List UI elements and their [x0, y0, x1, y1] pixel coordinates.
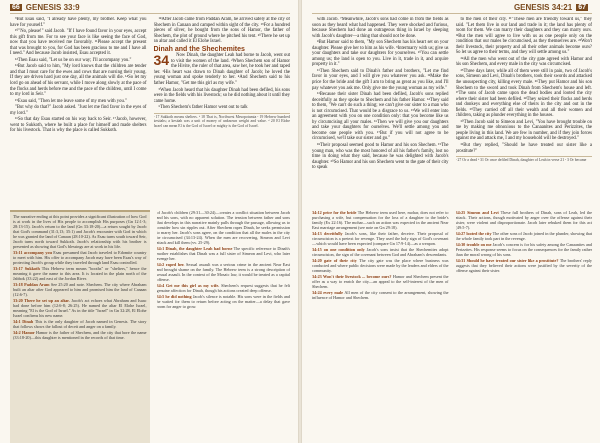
- verse-paragraph: ¹⁰"No, please!" said Jacob. "If I have found favor in your eyes, accept this gift from me. For to see your face is like seeing the face of God, now that you have received me favorably. ¹¹Please accept the present that was brought to you, for God has been gracious to me and I have all I need." And because Jacob insisted, Esau accepted it.: [10, 29, 147, 57]
- study-note: [312, 290, 449, 300]
- study-note: [13, 250, 147, 265]
- study-note: [13, 319, 147, 329]
- note-text: These full brothers of Dinah, sons of Leah, led the attack. Their actions, though motivated by anger over the offense against their sister, were violent and disproportionate. Jacob later rebuked them for this act (49:5-7).: [455, 210, 592, 230]
- verse-paragraph: Now Dinah, the daughter Leah had borne to Jacob, went out to visit the women of the land. ²When Shechem son of Hamor the Hivite, the ruler of that area, saw her, he took her and raped her. ³His heart was drawn to Dinah daughter of Jacob; he loved the young woman and spoke tenderly to her. ⁴And Shechem said to his father Hamor, "Get me this girl as my wife.": [153, 53, 290, 87]
- note-text: This is the only daughter of Jacob named in Genesis. The story that follows shows the fallout of deceit and anger on a family.: [13, 319, 147, 329]
- note-reference: 33:17 Sukkoth: [13, 266, 42, 271]
- note-reference: 34:2 raped her.: [156, 262, 187, 267]
- verse-paragraph: ⁶Then Shechem's father Hamor went out to talk: [158, 105, 248, 111]
- right-main-col2: [456, 17, 593, 207]
- verse-paragraph: ¹⁵Esau said, "Then let me leave some of my men with you.": [15, 98, 127, 104]
- verse-paragraph: ⁹But Esau said, "I already have plenty, my brother. Keep what you have for yourself.": [10, 17, 147, 28]
- study-note: [456, 242, 593, 257]
- note-text: Hamor is the father of Shechem, and the city that bore the name (33:18-20)—this daughter is mentioned in the records of that time.: [13, 330, 147, 340]
- note-text: Jacob's concern is for his safety among the Canaanites and Perizzites. His response seems to focus on the consequences for the family rather than the moral wrong of his sons.: [455, 242, 592, 257]
- note-text: The brothers' reply suggests that they believed their actions were justified by the severity of the offense against their sister.: [455, 258, 592, 273]
- note-reference: 34:2 Hamor: [13, 330, 37, 335]
- note-reference: 34:31 Should he have treated our sister like a prostitute?: [455, 258, 560, 263]
- verse-paragraph: ¹⁸Their proposal seemed good to Hamor and his son Shechem. ¹⁹The young man, who was the most honored of all his father's family, lost no time in doing what they said, because he was delighted with Jacob's daughter. ²⁰So Hamor and his son Shechem went to the gate of their city to speak: [312, 143, 449, 171]
- note-reference: 33:11 accompany you: [13, 250, 54, 255]
- note-text: Jacob's silence is notable. His sons were in the fields and he waited for them to return before acting on the matter—a delay that gave room for anger to grow.: [156, 294, 290, 309]
- note-reference: 34:20 gate of their city: [312, 258, 360, 263]
- note-text: Jacob's sons, like their father, deceive. Their proposal of circumcision is a pretext for revenge. They used the holy sign of God's covenant—which would have been expected (compare Gn 17:9-14)—as a weapon.: [312, 231, 449, 246]
- right-footnotes: ᵃ 27 Or a dead ᵇ 31 Or once defiled Dinah, daughter of Leah in verse 21 ᶜ 3 Or became: [456, 156, 593, 162]
- study-note: [157, 294, 291, 309]
- left-head-title: GENESIS 33:9: [25, 3, 80, 12]
- note-text: The city gate was the place where business was conducted and where public decisions were made by the leaders and elders of the community.: [312, 258, 449, 273]
- note-text: Jacob's act echoes what Abraham and Isaac had done before him (12:6-8; 26:25). He named the altar El Elohe Israel, meaning "El is the God of Israel." As in the title "Israel" in Gn 32:28, El Elohe Israel confirms his new name.: [13, 298, 147, 318]
- study-note: [157, 262, 291, 282]
- note-text: This Hebrew term means "booths" or "shelters," hence the meaning it gave the name to this area. It is located in the plain north of the Jabbok (33:22) and east of the Jordan River.: [13, 266, 147, 281]
- note-text: All men of the city consent to the arrangement, showing the influence of Hamor and Shechem.: [312, 290, 449, 300]
- study-note: [456, 210, 593, 230]
- note-reference: 33:20 There he set up an altar.: [13, 298, 72, 303]
- note-reference: 34:5 he did nothing: [156, 294, 193, 299]
- note-reference: 34:1 Dinah: [13, 319, 35, 324]
- note-reference: 34:25 Simeon and Levi: [455, 210, 501, 215]
- note-text: Jacob's sons insist that the Shechemites adopt circumcision, the sign of the covenant between God and Abraham's descendants.: [312, 247, 449, 257]
- note-text: See 25:20 and note. Shechem. The city where Abraham built an altar after God appeared to him and promised him the land of Canaan (12:6-7).: [13, 282, 147, 297]
- right-study-notes: [312, 210, 592, 443]
- left-page-number: 66: [12, 4, 20, 11]
- verse-paragraph: "But why do that?" Jacob asked. "Just let me find favor in the eyes of my lord.": [10, 105, 147, 116]
- note-text: Shechem's request suggests that he felt genuine affection for Dinah, though his actions created deep offense.: [156, 283, 290, 293]
- study-note: [157, 246, 291, 261]
- study-note: [157, 210, 291, 245]
- note-reference: 34:13 deceitfully: [312, 231, 345, 236]
- right-main-text: [312, 17, 592, 207]
- verse-paragraph: ³⁰Then Jacob said to Simeon and Levi, "You have brought trouble on me by making me obnoxious to the Canaanites and Perizzites, the people living in this land. We are few in number, and if they join forces against me and attack me, I and my household will be destroyed.": [455, 119, 592, 142]
- note-reference: 34:23 Won't their livestock ... become ours?: [312, 274, 393, 279]
- right-running-head: [312, 2, 592, 14]
- verse-paragraph: ⁵When Jacob heard that his daughter Dinah had been defiled, his sons were in the fields with his livestock; so he did nothing about it until they came home.: [153, 87, 290, 104]
- study-note: [456, 258, 593, 273]
- note-text: Esau presumed that Jacob traveled to Edomite country to meet with him. His offer to accompany Jacob may have been Esau's way of protecting Jacob's group while they traveled through land Esau controlled.: [13, 250, 147, 265]
- left-study-notes: [10, 210, 290, 443]
- study-note: [312, 231, 449, 246]
- note-text: Hamor and Shechem present the offer as a way to enrich the city—an appeal to the self-interest of the men of Shechem.: [312, 274, 449, 289]
- left-notes-col1: [10, 210, 150, 443]
- right-page-number: 67: [578, 4, 586, 11]
- left-main-col1: [10, 17, 147, 207]
- right-head-title: GENESIS 34:21: [513, 3, 573, 12]
- right-page: [302, 0, 600, 443]
- right-notes-col1: [312, 210, 449, 443]
- left-notes-col2: [157, 210, 291, 443]
- verse-paragraph: to the men of their city. ²¹"These men are friendly toward us," they said. "Let them live in our land and trade in it; the land has plenty of room for them. We can marry their daughters and they can marry ours. ²²But the men will agree to live with us as one people only on the condition that our males be circumcised, as they themselves are. ²³Won't their livestock, their property and all their other animals become ours? So let us agree to their terms, and they will settle among us.": [455, 17, 592, 56]
- note-reference: 34:24 every male: [312, 290, 345, 295]
- note-reference: 34:12 price for the bride: [312, 210, 358, 215]
- note-text: Sexual assault was a serious crime in the ancient Near East and brought shame on the family. The Hebrew term is a strong description of sexual assault. In the context of the Mosaic law, it would be treated as a capital offense.: [156, 262, 290, 282]
- left-main-col2: [154, 17, 291, 207]
- note-reference: 34:30 trouble on me: [455, 242, 493, 247]
- right-notes-col2: [456, 210, 593, 443]
- note-reference: 33:18 Paddan Aram: [13, 282, 51, 287]
- note-text: of Jacob's children (29:31—30:24)—creates a conflict situation between Jacob and his sons, with no apparent solution. The tension between father and sons that develops in this narrative mainly pulls through the passage, allowing us to consider how sin ripples out. After Shechem rapes Dinah, he seeks permission to marry her. Jacob's sons agree, on the condition that all the males in the city be circumcised (34:13-24). When the men are recovering, Simeon and Levi attack and kill them (vv. 25-29).: [156, 210, 290, 245]
- verse-paragraph: ²⁴All the men who went out of the city gate agreed with Hamor and his son Shechem, and every male in the city was circumcised.: [455, 56, 592, 68]
- right-main-col1: [312, 17, 449, 207]
- verse-paragraph: ³¹But they replied, "Should he have treated our sister like a prostitute?": [455, 143, 592, 154]
- verse-paragraph: ¹³But Jacob said to him, "My lord knows that the children are tender and that I must care for the ewes and cows that are nursing their young. If they are driven hard just one day, all the animals will die. ¹⁴So let my lord go on ahead of his servant, while I move along slowly at the pace of the flocks and herds before me and the pace of the children, until I come to my lord in Seir.": [10, 64, 147, 98]
- verse-paragraph: ¹²Then Esau said, "Let us be on our way; I'll accompany you.": [15, 57, 132, 63]
- note-text: The narrative ending at this point provides a significant illustration of how God is at work in the lives of His people to accomplish His purposes (Gn 12:1-3; 28:13-15). Jacob's return to the land (Gn 33:18-20)—a return sought by Jacob that God's command (31:3,13; 35:1) and Jacob's encounter with God in which he was granted the land of Canaan (28:10-22). As Esau turns south toward Seir, Jacob turns north toward Sukkoth. Jacob's relationship with his brother is presented as showing that God's blessings are at work in his life.: [13, 214, 147, 249]
- study-note: [157, 283, 291, 293]
- note-reference: 34:1 Dinah, the daughter Leah had borne: [156, 246, 234, 251]
- study-note: [13, 282, 147, 297]
- study-note: [312, 274, 449, 289]
- verse-paragraph: ¹¹Then Shechem said to Dinah's father and brothers, "Let me find favor in your eyes, and I will give you whatever you ask. ¹²Make the price for the bride and the gift I am to bring as great as you like, and I'll pay whatever you ask me. Only give me the young woman as my wife.": [312, 68, 449, 91]
- study-note: [312, 247, 449, 257]
- study-note: [13, 266, 147, 281]
- section-heading: Dinah and the Shechemites: [153, 45, 245, 53]
- chapter-number: 34: [153, 52, 170, 69]
- note-reference: 34:15 on one condition only: [312, 247, 367, 252]
- study-note: [13, 214, 147, 249]
- verse-paragraph: ⁸But Hamor said to them, "My son Shechem has his heart set on your daughter. Please give her to him as his wife. ⁹Intermarry with us; give us your daughters and take our daughters for yourselves. ¹⁰You can settle among us; the land is open to you. Live in it, trade in it, and acquire property in it.": [312, 40, 449, 68]
- study-note: [13, 330, 147, 340]
- note-text: The Hebrew term used here, mohar, does not refer to purchasing a wife, but compensation for the loss of a daughter to the bride's family (Ex 22:16). The mohar—such an action was expected in the ancient Near East marriage arrangement (see note on Gn 29:18).: [312, 210, 449, 230]
- verse-paragraph: ¹⁸After Jacob came from Paddan Aram, he arrived safely at the city of Shechem in Canaan and camped within sight of the city. ¹⁹For a hundred pieces of silver, he bought from the sons of Hamor, the father of Shechem, the plot of ground where he pitched his tent. ²⁰There he set up an altar and called it El Elohe Israel.: [153, 17, 290, 45]
- verse-paragraph: ¹³Because their sister Dinah had been defiled, Jacob's sons replied deceitfully as they spoke to Shechem and his father Hamor. ¹⁴They said to them, "We can't do such a thing; we can't give our sister to a man who is not circumcised. That would be a disgrace to us. ¹⁵We will enter into an agreement with you on one condition only: that you become like us by circumcising all your males. ¹⁶Then we will give you our daughters and take your daughters for ourselves. We'll settle among you and become one people with you. ¹⁷But if you will not agree to be circumcised, we'll take our sister and go.": [312, 92, 449, 142]
- study-note: [13, 298, 147, 318]
- note-reference: 34:4 Get me this girl as my wife.: [156, 283, 222, 288]
- study-note: [456, 231, 593, 241]
- left-running-head: [10, 2, 290, 14]
- left-footnotes: ᵃ 17 Sukkoth means shelters. ᵇ 18 That is, Northwest Mesopotamia ᶜ 19 Hebrew hundred kesitahs; a kesitah was a unit of money of unknown weight and value. ᵈ 20 El Elohe Israel can mean El is the God of Israel or mighty is the God of Israel.: [153, 114, 290, 128]
- verse-paragraph: ²⁵Three days later, while all of them were still in pain, two of Jacob's sons, Simeon and Levi, Dinah's brothers, took their swords and attacked the unsuspecting city, killing every male. ²⁶They put Hamor and his son Shechem to the sword and took Dinah from Shechem's house and left. ²⁷The sons of Jacob came upon the dead bodies and looted the city where their sister had been defiled. ²⁸They seized their flocks and herds and donkeys and everything else of theirs in the city and out in the fields. ²⁹They carried off all their wealth and all their women and children, taking as plunder everything in the houses.: [455, 68, 592, 119]
- left-main-text: [10, 17, 290, 207]
- note-text: The specific reference to Dinah's mother establishes that Dinah was a full sister of Simeon and Levi, who later avenge her.: [156, 246, 290, 261]
- study-note: [312, 210, 449, 230]
- verse-paragraph: with Jacob. ⁷Meanwhile, Jacob's sons had come in from the fields as soon as they heard what had happened. They were shocked and furious, because Shechem had done an outrageous thing in Israel by sleeping with Jacob's daughter—a thing that should not be done.: [312, 17, 449, 39]
- note-reference: 34:27 looted the city: [455, 231, 493, 236]
- verse-paragraph: ¹⁶So that day Esau started on his way back to Seir. ¹⁷Jacob, however, went to Sukkoth, where he built a place for himself and made shelters for his livestock. That is why the place is called Sukkoth.: [10, 117, 147, 134]
- note-text: The other sons of Jacob joined in the plunder, showing that the whole family took part in the revenge.: [455, 231, 592, 241]
- study-note: [312, 258, 449, 273]
- left-page: [0, 0, 298, 443]
